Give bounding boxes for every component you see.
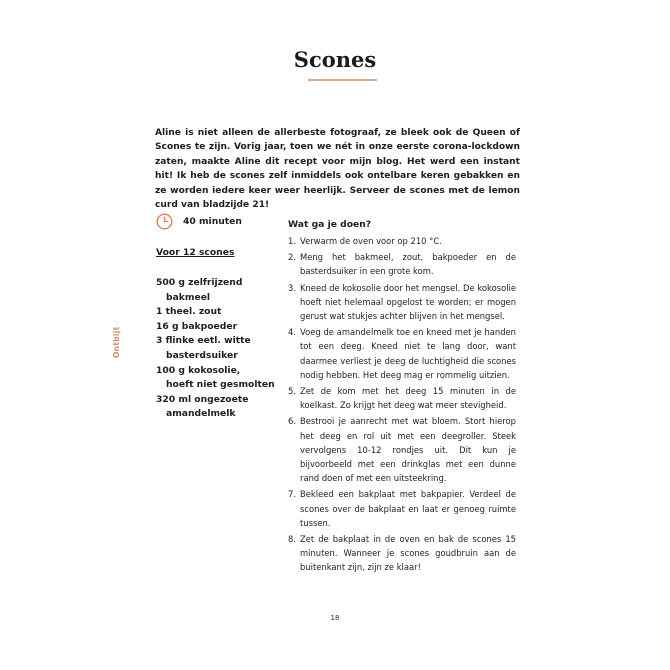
step-number: 8.: [288, 534, 296, 545]
ingredient-line: 100 g kokosolie,: [156, 364, 241, 376]
step-item: [288, 384, 516, 412]
step-number: 4.: [288, 327, 296, 338]
steps-heading: Wat ga je doen?: [288, 219, 372, 230]
ingredient-list: [156, 276, 281, 422]
step-number: 1.: [288, 236, 296, 246]
step-text: Kneed de kokosolie door het mengsel. De kokosolie hoeft niet helemaal opgelost te worden; er mogen gerust wat stukjes achter blijven in het mengsel.: [300, 282, 516, 322]
clock-icon: [156, 213, 173, 230]
step-text: Meng het bakmeel, zout, bakpoeder en de basterdsuiker in een grote kom.: [300, 252, 516, 277]
step-number: 3.: [288, 282, 296, 293]
intro-paragraph: Aline is niet alleen de allerbeste fotograaf, ze bleek ook de Queen of Scones te zijn. Vorig jaar, toen we nét in onze eerste corona-lockdown zaten, maakte Aline dit recept voor mijn blog. Het werd een instant hit! Ik heb de scones zelf inmiddels ook ontelbare keren gebakken en ze worden iedere keer weer heerlijk. Serveer de scones met de lemon curd van bladzijde 21!: [155, 128, 520, 211]
step-item: [288, 281, 516, 324]
step-item: [288, 234, 516, 248]
step-item: [288, 532, 516, 575]
step-text: Verwarm de oven voor op 210 °C.: [300, 236, 442, 246]
ingredient-line: bakmeel: [166, 291, 211, 303]
ingredient-line: 3 flinke eetl. witte: [156, 335, 251, 347]
ingredient-line: 1 theel. zout: [156, 306, 222, 318]
section-label: Ontbijt: [112, 326, 121, 358]
step-item: [288, 414, 516, 485]
title-underline: [308, 79, 377, 81]
ingredient-line: hoeft niet gesmolten: [166, 379, 275, 391]
ingredient-line: amandelmelk: [166, 408, 236, 420]
step-item: [288, 325, 516, 382]
ingredient-line: 320 ml ongezoete: [156, 393, 249, 405]
prep-time: 40 minuten: [183, 216, 242, 227]
step-text: Bekleed een bakplaat met bakpapier. Verdeel de scones over de bakplaat en laat er genoeg ruimte tussen.: [300, 489, 516, 528]
step-number: 2.: [288, 252, 296, 263]
step-text: Bestrooi je aanrecht met wat bloem. Stort hierop het deeg en rol uit met een deegroller. Steek vervolgens 10-12 rondjes uit. Dit kun je bijvoorbeeld met een drinkglas met een dunne rand doen of met een uitsteekring.: [300, 416, 516, 484]
page-title: Scones: [293, 47, 377, 72]
step-text: Zet de bakplaat in de oven en bak de scones 15 minuten. Wanneer je scones goudbruin aan de buitenkant zijn, zijn ze klaar!: [300, 534, 516, 573]
steps-list: [288, 234, 516, 577]
step-text: Voeg de amandelmelk toe en kneed met je handen tot een deeg. Kneed niet te lang door, want daarmee verliest je deeg de luchtigheid die scones nodig hebben. Het deeg mag er rommelig uitzien.: [300, 327, 516, 380]
servings-heading: Voor 12 scones: [156, 247, 235, 258]
page-number: 18: [330, 614, 340, 622]
ingredient-line: 16 g bakpoeder: [156, 320, 238, 332]
step-text: Zet de kom met het deeg 15 minuten in de koelkast. Zo krijgt het deeg wat meer stevigheid.: [300, 386, 516, 411]
step-number: 7.: [288, 489, 296, 500]
step-number: 5.: [288, 386, 296, 397]
step-item: [288, 250, 516, 278]
ingredient-line: 500 g zelfrijzend: [156, 277, 243, 288]
step-item: [288, 487, 516, 530]
ingredient-line: basterdsuiker: [166, 349, 238, 361]
step-number: 6.: [288, 416, 296, 427]
